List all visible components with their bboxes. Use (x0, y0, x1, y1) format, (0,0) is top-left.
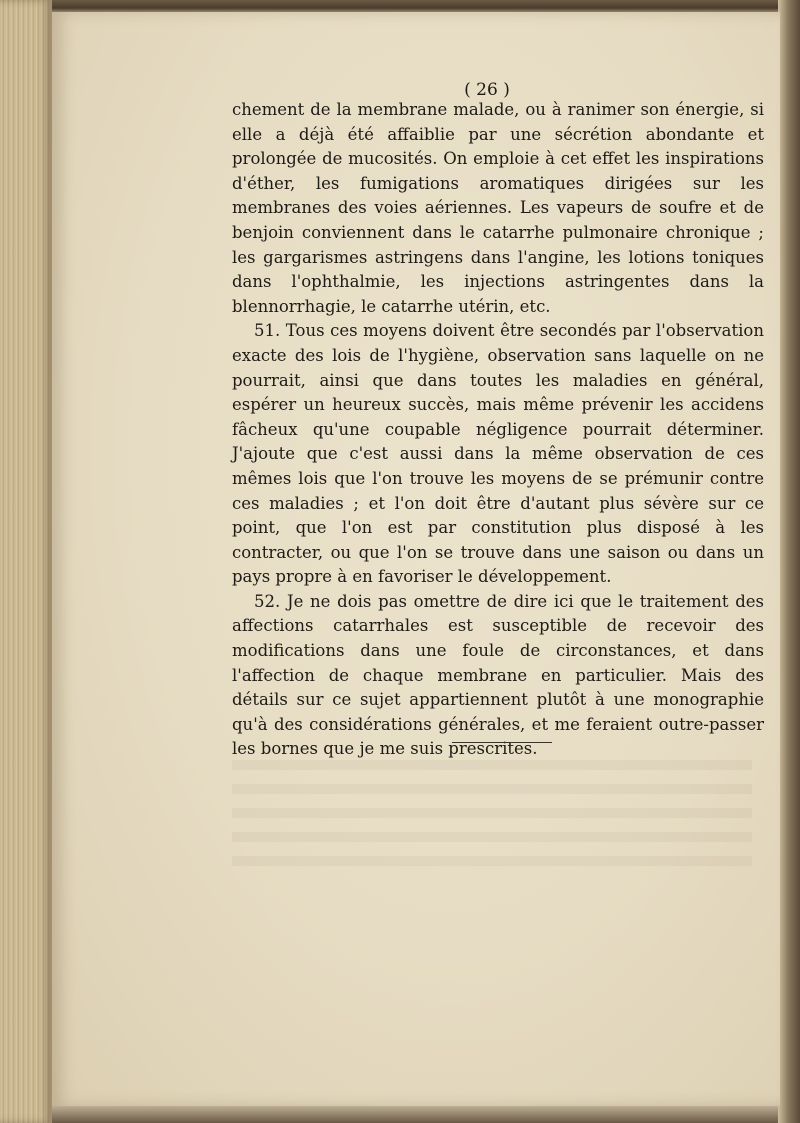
paragraph-52: 52. Je ne dois pas omettre de dire ici que le traitement des affections catarrhales est susceptible de recevoir des modifications dans une foule de circonstances, et dans l'affection de chaque membrane en particulier. Mais des détails sur ce sujet appartiennent plutôt à une monographie qu'à des considérations générales, et me feraient outre-passer les bornes que je me suis prescrites. (232, 591, 764, 759)
paragraph-51: 51. Tous ces moyens doivent être secondés par l'observation exacte des lois de l'hygiène, observation sans laquelle on ne pourrait, ainsi que dans toutes les maladies en général, espérer un heureux succès, mais même prévenir les accidens fâcheux qu'une coupable négligence pourrait déterminer. J'ajoute que c'est aussi dans la même observation de ces mêmes lois que l'on trouve les moyens de se prémunir contre ces maladies ; et l'on doit être d'autant plus sévère sur ce point, que l'on est par constitution plus disposé à les contracter, ou que l'on se trouve dans une saison ou dans un pays propre à en favoriser le développement. (232, 321, 764, 587)
body-text (232, 98, 764, 762)
bleed-through-text (232, 760, 752, 880)
paragraph-1: chement de la membrane malade, ou à ranimer son énergie, si elle a déjà été affaiblie par une sécrétion abondante et prolongée de mucosités. On emploie à cet effet les inspirations d'éther, les fumigations aromatiques dirigées sur les membranes des voies aériennes. Les vapeurs de soufre et de benjoin conviennent dans le catarrhe pulmonaire chronique ; les gargarismes astringens dans l'angine, les lotions toniques dans l'ophthalmie, les injections astringentes dans la blennorrhagie, le catarrhe utérin, etc. (232, 100, 764, 316)
page-number: ( 26 ) (464, 80, 510, 100)
book-page-edge-right (778, 0, 800, 1123)
book-page-edges-left (0, 0, 52, 1123)
section-end-rule (452, 742, 552, 743)
